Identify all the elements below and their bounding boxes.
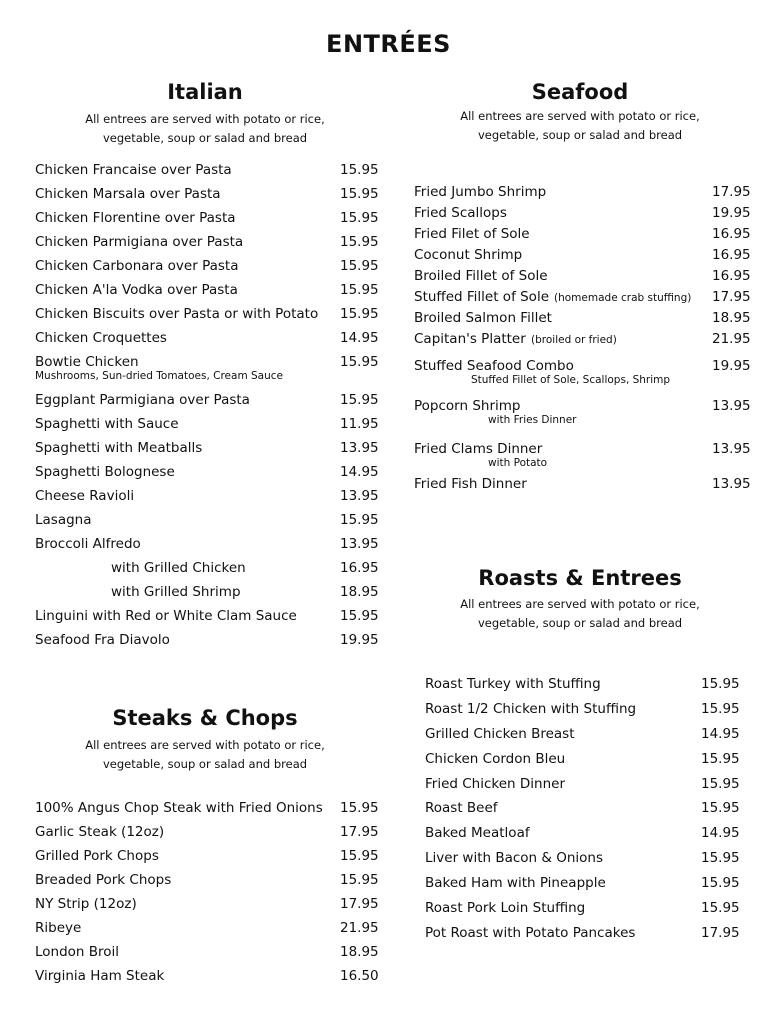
- seafood-menu-item: [414, 247, 762, 267]
- italian-note: [30, 110, 380, 148]
- item-name: Chicken Biscuits over Pasta or with Potato: [35, 306, 319, 322]
- seafood-menu-item: [414, 358, 762, 386]
- item-price: 15.95: [340, 512, 379, 528]
- steaks-note-line-1: All entrees are served with potato or rice,: [85, 738, 325, 752]
- italian-menu-item: [35, 440, 390, 460]
- italian-menu-item: [35, 416, 390, 436]
- item-price: 16.95: [712, 247, 751, 263]
- italian-menu-item: [35, 536, 390, 556]
- italian-menu-item: [35, 464, 390, 484]
- seafood-menu-item: [414, 268, 762, 288]
- item-name: Fried Chicken Dinner: [425, 776, 566, 792]
- item-price: 17.95: [712, 184, 751, 200]
- item-name: Chicken Florentine over Pasta: [35, 210, 236, 226]
- steaks-menu-item: [35, 920, 390, 940]
- item-price: 14.95: [340, 464, 379, 480]
- roasts-menu-item: [425, 800, 751, 820]
- italian-note-line-1: All entrees are served with potato or rice,: [85, 112, 325, 126]
- item-name: Linguini with Red or White Clam Sauce: [35, 608, 297, 624]
- item-name: with Grilled Chicken: [111, 560, 246, 576]
- item-price: 15.95: [701, 676, 740, 692]
- italian-menu-item: [35, 632, 390, 652]
- roasts-menu-item: [425, 825, 751, 845]
- italian-menu-item: [35, 392, 390, 412]
- item-name: Grilled Pork Chops: [35, 848, 159, 864]
- steaks-menu-item: [35, 896, 390, 916]
- item-name: Fried Jumbo Shrimp: [414, 184, 547, 200]
- item-price: 15.95: [340, 186, 379, 202]
- item-name: Roast Beef: [425, 800, 498, 816]
- item-price: 13.95: [340, 440, 379, 456]
- italian-menu-item: [35, 306, 390, 326]
- roasts-menu-item: [425, 850, 751, 870]
- italian-menu-item: [35, 210, 390, 230]
- italian-note-line-2: vegetable, soup or salad and bread: [102, 131, 308, 145]
- italian-menu-item: [35, 330, 390, 350]
- item-name: Chicken Parmigiana over Pasta: [35, 234, 244, 250]
- item-subtitle: with Potato: [488, 457, 548, 469]
- seafood-menu-item: [414, 441, 762, 469]
- italian-menu-item: [35, 258, 390, 278]
- item-price: 19.95: [712, 358, 751, 374]
- steaks-note-line-2: vegetable, soup or salad and bread: [102, 757, 308, 771]
- item-price: 19.95: [712, 205, 751, 221]
- item-price: 13.95: [340, 488, 379, 504]
- item-price: 16.95: [712, 226, 751, 242]
- item-name: Broccoli Alfredo: [35, 536, 141, 552]
- item-price: 18.95: [340, 584, 379, 600]
- italian-menu-item: [35, 186, 390, 206]
- item-name: Fried Scallops: [414, 205, 507, 221]
- item-detail: (broiled or fried): [531, 334, 617, 346]
- steaks-menu-item: [35, 800, 390, 820]
- item-name: Chicken Francaise over Pasta: [35, 162, 232, 178]
- steaks-heading: Steaks & Chops: [112, 706, 298, 730]
- item-name: Broiled Salmon Fillet: [414, 310, 552, 326]
- item-subtitle: with Fries Dinner: [488, 414, 577, 426]
- italian-menu-item: [35, 282, 390, 302]
- item-price: 18.95: [340, 944, 379, 960]
- item-name: Chicken Cordon Bleu: [425, 751, 566, 767]
- item-detail: (homemade crab stuffing): [554, 292, 692, 304]
- item-price: 13.95: [340, 536, 379, 552]
- item-name: Fried Fish Dinner: [414, 476, 527, 492]
- item-name: Baked Ham with Pineapple: [425, 875, 606, 891]
- item-name: Roast 1/2 Chicken with Stuffing: [425, 701, 637, 717]
- item-price: 16.95: [712, 268, 751, 284]
- italian-menu-item: [35, 512, 390, 532]
- roasts-menu-item: [425, 875, 751, 895]
- italian-menu-item: [35, 488, 390, 508]
- steaks-menu-item: [35, 824, 390, 844]
- item-name: Virginia Ham Steak: [35, 968, 165, 984]
- item-price: 15.95: [340, 872, 379, 888]
- roasts-menu-item: [425, 701, 751, 721]
- item-price: 17.95: [340, 896, 379, 912]
- item-subtitle: Mushrooms, Sun-dried Tomatoes, Cream Sauce: [35, 370, 284, 382]
- item-name: Fried Clams Dinner: [414, 441, 543, 457]
- seafood-menu-item: [414, 289, 762, 309]
- item-price: 18.95: [712, 310, 751, 326]
- item-name: with Grilled Shrimp: [111, 584, 241, 600]
- seafood-menu-item: [414, 476, 762, 496]
- item-price: 13.95: [712, 476, 751, 492]
- seafood-menu-item: [414, 398, 762, 426]
- roasts-menu-item: [425, 751, 751, 771]
- roasts-menu-item: [425, 925, 751, 945]
- item-name: Grilled Chicken Breast: [425, 726, 575, 742]
- steaks-menu-item: [35, 872, 390, 892]
- roasts-note-line-2: vegetable, soup or salad and bread: [477, 616, 683, 630]
- item-price: 15.95: [701, 850, 740, 866]
- item-name: Liver with Bacon & Onions: [425, 850, 604, 866]
- item-price: 15.95: [701, 776, 740, 792]
- seafood-menu-item: [414, 331, 762, 351]
- item-price: 15.95: [340, 354, 379, 370]
- italian-heading: Italian: [167, 80, 243, 104]
- item-price: 15.95: [701, 875, 740, 891]
- item-price: 15.95: [340, 162, 379, 178]
- item-name: Chicken Carbonara over Pasta: [35, 258, 239, 274]
- item-price: 21.95: [712, 331, 751, 347]
- seafood-note: [405, 107, 755, 145]
- seafood-note-line-2: vegetable, soup or salad and bread: [477, 128, 683, 142]
- item-price: 15.95: [340, 608, 379, 624]
- item-name: Capitan's Platter: [414, 331, 526, 347]
- item-name: Roast Turkey with Stuffing: [425, 676, 601, 692]
- item-price: 11.95: [340, 416, 379, 432]
- item-name: Spaghetti with Meatballs: [35, 440, 203, 456]
- item-price: 15.95: [340, 848, 379, 864]
- item-name: Roast Pork Loin Stuffing: [425, 900, 586, 916]
- roasts-menu-item: [425, 776, 751, 796]
- item-name: Garlic Steak (12oz): [35, 824, 165, 840]
- item-name: Lasagna: [35, 512, 92, 528]
- item-name: Stuffed Fillet of Sole: [414, 289, 549, 305]
- item-name: 100% Angus Chop Steak with Fried Onions: [35, 800, 323, 816]
- item-price: 15.95: [340, 282, 379, 298]
- item-name: Fried Filet of Sole: [414, 226, 530, 242]
- item-price: 15.95: [701, 900, 740, 916]
- seafood-menu-item: [414, 205, 762, 225]
- italian-menu-item: [35, 162, 390, 182]
- item-name: Stuffed Seafood Combo: [414, 358, 574, 374]
- seafood-menu-item: [414, 310, 762, 330]
- item-name: Breaded Pork Chops: [35, 872, 172, 888]
- italian-menu-item: [35, 234, 390, 254]
- item-price: 13.95: [712, 441, 751, 457]
- item-price: 17.95: [712, 289, 751, 305]
- item-price: 14.95: [340, 330, 379, 346]
- item-name: Spaghetti with Sauce: [35, 416, 179, 432]
- italian-menu-item: [35, 584, 390, 604]
- item-price: 16.95: [340, 560, 379, 576]
- item-name: Spaghetti Bolognese: [35, 464, 175, 480]
- page-title: ENTRÉES: [326, 30, 451, 58]
- item-name: Baked Meatloaf: [425, 825, 530, 841]
- item-name: Broiled Fillet of Sole: [414, 268, 548, 284]
- steaks-menu-item: [35, 848, 390, 868]
- item-name: Chicken A'la Vodka over Pasta: [35, 282, 238, 298]
- seafood-heading: Seafood: [531, 80, 629, 104]
- seafood-note-line-1: All entrees are served with potato or rice,: [460, 109, 700, 123]
- item-name: Chicken Croquettes: [35, 330, 167, 346]
- italian-menu-item: [35, 354, 390, 382]
- item-price: 14.95: [701, 726, 740, 742]
- item-price: 17.95: [340, 824, 379, 840]
- item-price: 15.95: [701, 751, 740, 767]
- item-price: 19.95: [340, 632, 379, 648]
- roasts-menu-item: [425, 676, 751, 696]
- italian-menu-item: [35, 608, 390, 628]
- italian-menu-item: [35, 560, 390, 580]
- roasts-heading: Roasts & Entrees: [478, 566, 682, 590]
- item-price: 15.95: [340, 306, 379, 322]
- item-name: Eggplant Parmigiana over Pasta: [35, 392, 250, 408]
- steaks-note: [30, 736, 380, 774]
- item-name: Ribeye: [35, 920, 82, 936]
- item-price: 15.95: [340, 800, 379, 816]
- roasts-menu-item: [425, 726, 751, 746]
- item-name: Chicken Marsala over Pasta: [35, 186, 221, 202]
- item-name: Pot Roast with Potato Pancakes: [425, 925, 636, 941]
- item-price: 15.95: [340, 210, 379, 226]
- item-price: 15.95: [340, 234, 379, 250]
- seafood-menu-item: [414, 226, 762, 246]
- item-name: NY Strip (12oz): [35, 896, 137, 912]
- roasts-menu-item: [425, 900, 751, 920]
- item-price: 16.50: [340, 968, 379, 984]
- item-price: 15.95: [701, 800, 740, 816]
- roasts-note: [405, 595, 755, 633]
- item-price: 14.95: [701, 825, 740, 841]
- steaks-menu-item: [35, 968, 390, 988]
- item-name: Cheese Ravioli: [35, 488, 135, 504]
- item-price: 15.95: [340, 258, 379, 274]
- item-name: Popcorn Shrimp: [414, 398, 521, 414]
- item-name: Bowtie Chicken: [35, 354, 139, 370]
- item-name: London Broil: [35, 944, 120, 960]
- item-price: 15.95: [701, 701, 740, 717]
- item-subtitle: Stuffed Fillet of Sole, Scallops, Shrimp: [471, 374, 671, 386]
- steaks-menu-item: [35, 944, 390, 964]
- item-name: Coconut Shrimp: [414, 247, 523, 263]
- seafood-menu-item: [414, 184, 762, 204]
- item-price: 17.95: [701, 925, 740, 941]
- item-price: 13.95: [712, 398, 751, 414]
- item-price: 21.95: [340, 920, 379, 936]
- item-name: Seafood Fra Diavolo: [35, 632, 170, 648]
- roasts-note-line-1: All entrees are served with potato or rice,: [460, 597, 700, 611]
- item-price: 15.95: [340, 392, 379, 408]
